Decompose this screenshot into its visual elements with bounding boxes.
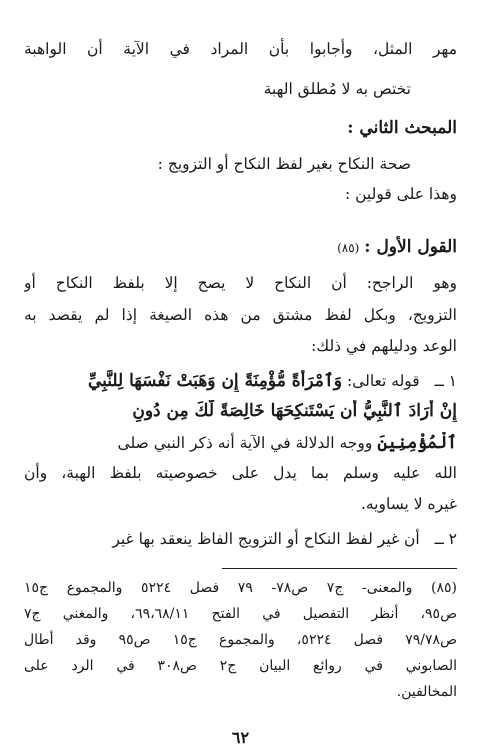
quran-verse: ٱلْمُؤْمِنِينَ: [377, 433, 457, 453]
footnote-line: ص٩٥، أنظر التفصيل في الفتح ٦٩،٦٨/١١، والمغني ج٧: [24, 606, 457, 622]
body-line: مهر المثل، وأجابوا بأن المراد في الآية أن الواهبة: [24, 40, 457, 58]
list-number: ١ ــ: [434, 372, 457, 390]
body-line: صحة النكاح بغير لفظ النكاح أو التزويج :: [157, 155, 411, 173]
body-line: وهو الراجح: أن النكاح لا يصح إلا بلفظ النكاح أو: [24, 274, 457, 292]
footnote-divider: [222, 568, 457, 569]
list-item-line: [24, 528, 457, 550]
quran-verse: إِنْ أَرَادَ ٱلنَّبِيُّ أَن يَسْتَنكِحَهَا خَالِصَةً لَّكَ مِن دُونِ: [132, 401, 457, 421]
body-line: الله عليه وسلم بما يدل على خصوصيته بلفظ الهبة، وأن: [24, 464, 457, 482]
footnote-ref: (٨٥): [337, 241, 360, 255]
footnote-line: الصابوني في روائع البيان ج٢ ص٣٠٨ في الرد على: [24, 658, 457, 674]
body-text: أن غير لفظ النكاح أو التزويج الفاظ ينعقد بها غير: [112, 530, 420, 548]
quran-verse: وَٱمْرَأَةً مُّؤْمِنَةً إِن وَهَبَتْ نَفْسَهَا لِلنَّبِيِّ: [87, 371, 343, 391]
list-number: ٢ ــ: [434, 530, 457, 548]
body-line: [24, 432, 457, 454]
list-item-line: [24, 370, 457, 392]
body-line: وهذا على قولين :: [344, 185, 457, 203]
subsection-heading: القول الأول :: [364, 237, 457, 257]
section-heading: المبحث الثاني :: [347, 118, 457, 138]
page-number: ٦٢: [231, 728, 250, 747]
footnote-line: ص٧٩/٧٨ فصل ٥٢٢٤، والمجموع ج١٥ ص٩٥ وقد أطال: [24, 632, 457, 648]
body-line: التزويج، وبكل لفظ مشتق من هذه الصيغة إذا لم يقصد به: [24, 306, 457, 324]
footnote-line: المخالفين.: [396, 684, 457, 700]
body-line: تختص به لا مُطلق الهبة: [263, 80, 411, 98]
quote-intro: قوله تعالى:: [346, 372, 420, 390]
footnote-line: (٨٥) والمعنى- ج٧ ص٧٨- ٧٩ فصل ٥٢٢٤ والمجموع ج١٥: [24, 580, 457, 596]
body-text: ووجه الدلالة في الآية أنه ذكر النبي صلى: [117, 434, 373, 452]
body-line: غيره لا يساويه.: [360, 495, 457, 513]
body-line: الوعد ودليلهم في ذلك:: [311, 337, 457, 355]
subsection-heading-line: [24, 236, 457, 259]
